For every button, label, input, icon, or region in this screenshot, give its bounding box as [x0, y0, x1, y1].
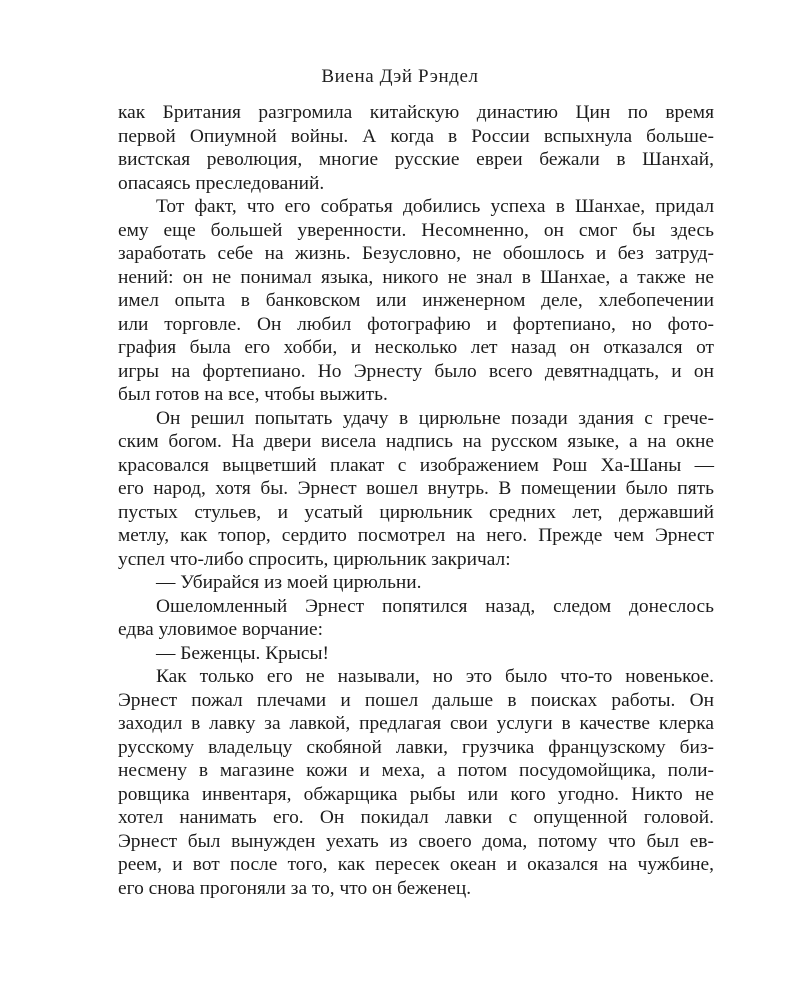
text-line: пустых стульев, и усатый цирюльник средних лет, державший — [118, 501, 714, 523]
text-line: был готов на все, чтобы выжить. — [118, 384, 388, 405]
text-line: его снова прогоняли за то, что он беженец. — [118, 877, 472, 899]
text-line: реем, и вот после того, как пересек океан и оказался на чужбине, — [118, 854, 714, 875]
text-line: его народ, хотя бы. Эрнест вошел внутрь. В помещении было пять — [118, 478, 714, 499]
text-line: вистская революция, многие русские евреи бежали в Шанхай, — [118, 149, 714, 170]
text-line: ским богом. На двери висела надпись на русском языке, а на окне — [118, 431, 714, 452]
text-line: — Убирайся из моей цирюльни. — [156, 572, 422, 593]
running-header: Виена Дэй Рэндел — [321, 66, 479, 87]
text-line: Эрнест пожал плечами и пошел дальше в поисках работы. Он — [118, 689, 714, 711]
text-line: успел что-либо спросить, цирюльник закричал: — [118, 548, 511, 570]
text-line: красовался выцветший плакат с изображением Рош Ха-Шаны — — [118, 454, 714, 476]
text-line: заходил в лавку за лавкой, предлагая свои услуги в качестве клерка — [118, 713, 714, 734]
text-line: Эрнест был вынужден уехать из своего дома, потому что был ев- — [118, 830, 714, 852]
text-line: опасаясь преследований. — [118, 172, 325, 194]
text-line: первой Опиумной войны. А когда в России вспыхнула больше- — [118, 125, 714, 147]
text-line: Как только его не называли, но это было что-то новенькое. — [156, 666, 714, 687]
text-line: несмену в магазине кожи и меха, а потом посудомойщика, поли- — [118, 760, 714, 781]
text-line: заработать себе на жизнь. Безусловно, не обошлось и без затруд- — [118, 243, 714, 264]
text-line: игры на фортепиано. Но Эрнесту было всего девятнадцать, и он — [118, 360, 714, 382]
text-line: как Британия разгромила китайскую династию Цин по время — [118, 102, 714, 123]
text-line: ровщика инвентаря, обжарщика рыбы или кого угодно. Никто не — [118, 783, 714, 805]
text-line: Он решил попытать удачу в цирюльне позади здания с грече- — [156, 407, 714, 429]
body-text — [118, 101, 714, 900]
text-line: нений: он не понимал языка, никого не знал в Шанхае, а также не — [118, 266, 714, 288]
text-line: — Беженцы. Крысы! — [156, 642, 329, 664]
text-line: едва уловимое ворчание: — [118, 619, 324, 640]
text-line: Ошеломленный Эрнест попятился назад, следом донеслось — [156, 595, 714, 617]
text-line: русскому владельцу скобяной лавки, грузчика французскому биз- — [118, 736, 714, 758]
text-line: графия была его хобби, и несколько лет назад он отказался от — [118, 337, 714, 358]
text-line: ему еще большей уверенности. Несомненно, он смог бы здесь — [118, 219, 714, 241]
text-line: имел опыта в банковском или инженерном деле, хлебопечении — [118, 290, 714, 311]
text-line: метлу, как топор, сердито посмотрел на него. Прежде чем Эрнест — [118, 525, 714, 546]
text-line: Тот факт, что его собратья добились успеха в Шанхае, придал — [156, 196, 714, 217]
text-line: хотел нанимать его. Он покидал лавки с опущенной головой. — [118, 807, 714, 828]
text-line: или торговле. Он любил фотографию и фортепиано, но фото- — [118, 313, 714, 335]
